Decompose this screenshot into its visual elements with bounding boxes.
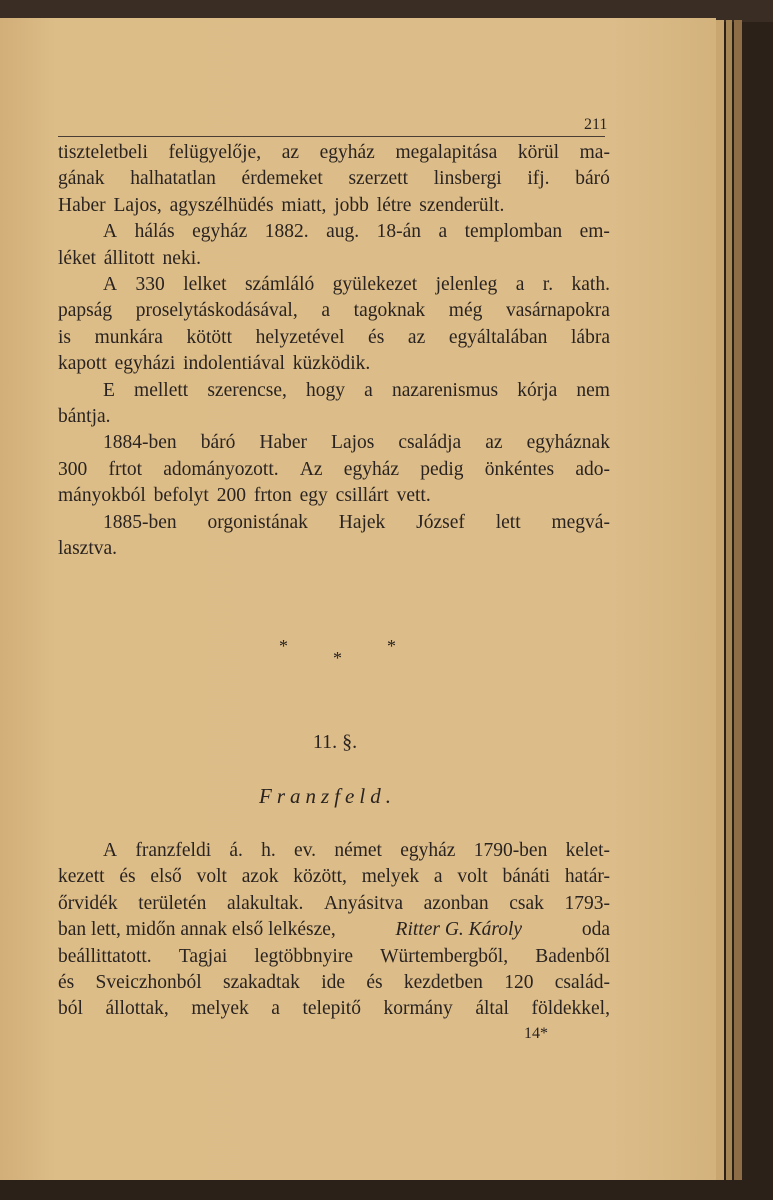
- text-line: [103, 511, 610, 535]
- word: hálás: [134, 221, 175, 243]
- header-rule: [58, 136, 605, 137]
- word: szerencse,: [207, 379, 287, 401]
- page-edge: [726, 20, 732, 1180]
- text-line: [58, 918, 610, 942]
- word: kormány: [383, 998, 453, 1020]
- word: hogy: [306, 379, 346, 401]
- word: körül: [517, 142, 560, 163]
- word: ado-: [575, 458, 610, 480]
- word: tiszteletbeli: [58, 142, 148, 163]
- word: Az: [299, 458, 323, 480]
- text-line: [58, 865, 610, 889]
- text-line: [58, 997, 610, 1021]
- text-line: bántja.: [58, 406, 111, 427]
- word: adományozott.: [163, 458, 279, 480]
- word: egyház: [343, 458, 400, 480]
- word: h.: [261, 840, 276, 861]
- word: számláló: [244, 274, 315, 295]
- word: volt: [196, 866, 227, 888]
- word: ból: [58, 998, 83, 1020]
- word: érdemeket: [241, 168, 323, 190]
- word: volt: [457, 866, 488, 888]
- word: orgonistának: [207, 511, 308, 533]
- word: családja: [398, 432, 462, 454]
- word: 18-án: [376, 221, 422, 243]
- word: mellett: [134, 379, 189, 401]
- word: lelket: [183, 274, 227, 295]
- text-line: [58, 299, 610, 323]
- word: bánáti: [502, 866, 551, 888]
- word: jelenleg: [435, 274, 498, 295]
- word: kezdetben: [403, 972, 483, 993]
- word: között,: [293, 866, 347, 888]
- word: német: [334, 840, 382, 861]
- word: azok: [241, 866, 279, 888]
- text-line: [58, 167, 610, 191]
- word: a: [515, 274, 525, 295]
- text-line: Haber Lajos, agyszélhüdés miatt, jobb létre szenderült.: [58, 194, 505, 216]
- word: ide: [321, 972, 346, 993]
- word: báró: [575, 168, 610, 190]
- word: szerzett: [348, 168, 409, 190]
- section-number: 11. §.: [312, 731, 358, 753]
- word: még: [448, 300, 483, 322]
- word: megvá-: [551, 511, 610, 533]
- word: a: [438, 221, 448, 243]
- word: is: [58, 326, 72, 348]
- word: 1790-ben: [473, 840, 548, 861]
- text-line: [103, 220, 610, 244]
- word: önkéntes: [484, 458, 555, 480]
- text-line: [58, 945, 610, 969]
- word: telepitő: [302, 998, 361, 1020]
- word: és: [368, 326, 385, 348]
- word: A: [103, 274, 118, 295]
- word: 1793-: [564, 892, 610, 914]
- word: helyzetével: [255, 326, 345, 348]
- text-line: [103, 273, 610, 297]
- word: lábra: [571, 326, 610, 348]
- word: 300: [58, 458, 88, 480]
- text-line: [58, 326, 610, 350]
- word: és: [58, 972, 75, 993]
- text-span: oda: [581, 919, 610, 941]
- text-line: [103, 839, 610, 863]
- word: gának: [58, 168, 105, 190]
- word: az: [407, 326, 426, 348]
- word: egyház: [319, 142, 375, 163]
- word: megalapitása: [395, 142, 498, 163]
- word: szakadtak: [223, 972, 300, 993]
- word: E: [103, 379, 115, 401]
- word: kath.: [571, 274, 610, 295]
- ornament-star: *: [279, 636, 288, 656]
- word: proselytáskodásával,: [135, 300, 298, 322]
- word: területén: [138, 892, 207, 914]
- word: család-: [554, 972, 610, 993]
- word: frtot: [108, 458, 143, 480]
- word: egyház: [400, 840, 456, 861]
- word: beállittatott.: [58, 945, 152, 967]
- word: lett: [495, 511, 521, 533]
- word: melyek: [191, 998, 249, 1020]
- word: tagoknak: [353, 300, 426, 322]
- word: Anyásitva: [323, 892, 404, 914]
- text-line: [58, 141, 610, 165]
- word: Hajek: [338, 511, 386, 533]
- word: egyháznak: [526, 432, 610, 454]
- text-line: [58, 971, 610, 995]
- word: halhatatlan: [130, 168, 216, 190]
- word: munkára: [94, 326, 163, 348]
- word: József: [416, 511, 465, 533]
- word: Lajos: [331, 432, 375, 454]
- word: egyáltalában: [448, 326, 548, 348]
- text-line: [103, 379, 610, 403]
- word: A: [103, 221, 118, 243]
- word: és: [366, 972, 383, 993]
- word: 120: [504, 972, 534, 993]
- word: ev.: [294, 840, 317, 861]
- word: őrvidék: [58, 892, 118, 914]
- text-line: [58, 458, 610, 482]
- word: templomban: [464, 221, 563, 243]
- word: határ-: [564, 866, 610, 888]
- word: egyház: [192, 221, 248, 243]
- word: ma-: [579, 142, 610, 163]
- word: felügyelője,: [168, 142, 262, 163]
- word: nazarenismus: [391, 379, 499, 401]
- word: kórja: [517, 379, 558, 401]
- word: r.: [542, 274, 554, 295]
- word: 1884-ben: [103, 432, 177, 454]
- word: 330: [135, 274, 165, 295]
- word: Badenből: [535, 945, 610, 967]
- word: az: [281, 142, 300, 163]
- word: által: [475, 998, 509, 1020]
- word: vasárnapokra: [506, 300, 610, 322]
- word: ifj.: [527, 168, 550, 190]
- word: legtöbbnyire: [254, 945, 353, 967]
- text-line: lasztva.: [58, 538, 118, 559]
- word: kelet-: [565, 840, 610, 861]
- word: kezett: [58, 866, 105, 888]
- word: em-: [579, 221, 610, 243]
- text-line: mányokból befolyt 200 frton egy csillárt vett.: [58, 485, 431, 507]
- text-line: kapott egyházi indolentiával küzködik.: [58, 353, 371, 375]
- author-name: Ritter G. Károly: [395, 919, 523, 941]
- word: első: [150, 866, 182, 888]
- word: kötött: [186, 326, 233, 348]
- page-edge: [734, 20, 742, 1180]
- word: báró: [200, 432, 236, 454]
- word: pedig: [420, 458, 464, 480]
- text-line: [58, 892, 610, 916]
- word: állottak,: [105, 998, 169, 1020]
- word: az: [485, 432, 503, 454]
- word: linsbergi: [433, 168, 502, 190]
- word: alakultak.: [227, 892, 304, 914]
- word: a: [271, 998, 280, 1020]
- page-number: 211: [584, 116, 608, 133]
- ornament-star: *: [387, 636, 396, 656]
- word: papság: [58, 300, 113, 322]
- text-span: ban lett, midőn annak első lelkésze,: [58, 919, 336, 941]
- word: a: [364, 379, 373, 401]
- word: gyülekezet: [332, 274, 418, 295]
- word: azonban: [423, 892, 489, 914]
- word: Sveiczhonból: [95, 972, 202, 993]
- text-line: [103, 431, 610, 455]
- section-title: Franzfeld.: [259, 784, 396, 808]
- word: a: [321, 300, 331, 322]
- word: Tagjai: [178, 945, 228, 967]
- signature-mark: 14*: [524, 1025, 548, 1042]
- ornament-star: *: [333, 648, 342, 668]
- word: Würtembergből,: [380, 945, 509, 967]
- word: á.: [229, 840, 243, 861]
- word: 1885-ben: [103, 511, 177, 533]
- word: Haber: [259, 432, 308, 454]
- word: nem: [576, 379, 610, 401]
- word: a: [433, 866, 443, 888]
- page-edge: [716, 20, 724, 1180]
- word: melyek: [361, 866, 420, 888]
- word: földekkel,: [531, 998, 610, 1020]
- word: franzfeldi: [135, 840, 212, 861]
- word: A: [103, 840, 118, 861]
- word: aug.: [326, 221, 360, 243]
- word: és: [119, 866, 136, 888]
- word: csak: [509, 892, 544, 914]
- word: 1882.: [264, 221, 309, 243]
- text-line: léket állitott neki.: [58, 247, 202, 269]
